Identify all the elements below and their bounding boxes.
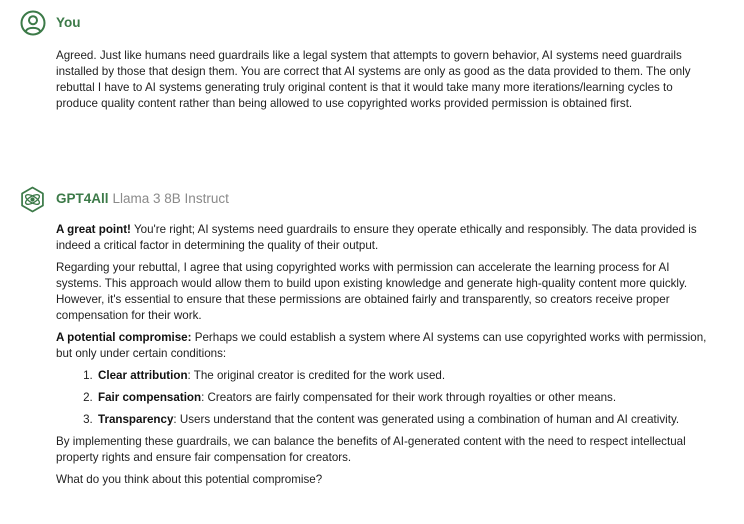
sender-name: You xyxy=(56,15,81,30)
list-item-text: : The original creator is credited for the work used. xyxy=(187,369,446,382)
paragraph: Regarding your rebuttal, I agree that using copyrighted works with permission can accelerate the learning process for AI systems. This approach would allow them to build upon existing knowledge and generate high-quality content more quickly. However, it's essential to ensure that these permissions are obtained fairly and transparently, so creators receive proper compensation for their work. xyxy=(56,261,688,322)
list-item-title: Clear attribution xyxy=(98,369,188,382)
paragraph-text: Perhaps we could establish a system where AI systems can use copyrighted works with permission, but only under certain conditions: xyxy=(56,331,707,360)
paragraph: What do you think about this potential compromise? xyxy=(56,473,323,486)
bold-lead: A potential compromise: xyxy=(56,331,192,344)
list-item xyxy=(96,412,716,428)
bold-lead: A great point! xyxy=(56,223,131,236)
list-item-title: Fair compensation xyxy=(98,391,202,404)
user-circle-icon xyxy=(20,10,46,36)
list-item-text: : Creators are fairly compensated for their work through royalties or other means. xyxy=(201,391,617,404)
paragraph xyxy=(56,330,716,362)
message-header xyxy=(56,14,81,32)
list-item xyxy=(96,368,716,384)
paragraph: By implementing these guardrails, we can balance the benefits of AI-generated content with the need to respect intellectual property rights and ensure fair compensation for creators. xyxy=(56,435,686,464)
numbered-list xyxy=(56,368,716,428)
message-body xyxy=(56,48,716,118)
message-header xyxy=(56,190,229,208)
list-item xyxy=(96,390,716,406)
list-item-text: : Users understand that the content was generated using a combination of human and AI creativity. xyxy=(173,413,680,426)
message-text: Agreed. Just like humans need guardrails like a legal system that attempts to govern behavior, AI systems need guardrails installed by those that design them. You are correct that AI systems are only as good as the data provided to them. The only rebuttal I have to AI systems generating truly original content is that it would take many more iterations/learning cycles to produce quality content rather than being allowed to use copyrighted works provided permission is obtained first. xyxy=(56,49,691,110)
model-name: Llama 3 8B Instruct xyxy=(112,191,229,206)
list-item-title: Transparency xyxy=(98,413,174,426)
paragraph-text: You're right; AI systems need guardrails to ensure they operate ethically and responsibly. The data provided is indeed a critical factor in determining the quality of their output. xyxy=(56,223,697,252)
paragraph xyxy=(56,222,716,254)
sender-name: GPT4All xyxy=(56,191,109,206)
gpt4all-logo-icon xyxy=(19,186,46,213)
message-body xyxy=(56,222,716,494)
